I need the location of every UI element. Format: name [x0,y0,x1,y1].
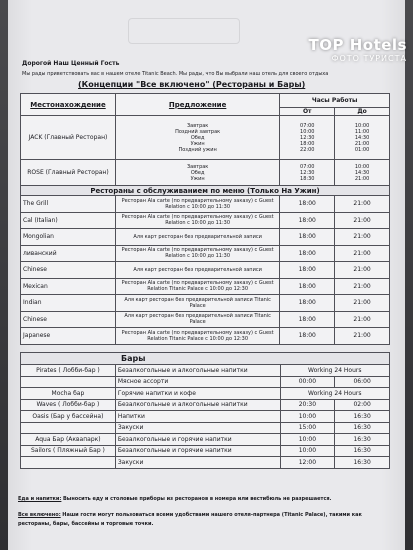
bar-name [21,422,116,434]
restaurant-name: Chinese [21,262,116,279]
food-rule-label: Еда и напитки: [18,496,62,502]
table-row [21,196,390,213]
restaurant-to: 21:00 [335,262,390,279]
restaurant-name: Cal (Italian) [21,212,116,229]
restaurant-to: 21:00 [335,229,390,246]
concept-title: (Концепции "Все включено" (Рестораны и Бары) [78,80,306,89]
restaurant-desc: Аля карт ресторан без предварительной записи Titanic Palace [115,295,279,312]
table-row [21,457,390,469]
alacarte-section-title: Рестораны с обслуживанием по меню (Только На Ужин) [21,186,390,196]
restaurant-from: 18:00 [280,212,335,229]
bar-offer: Мясное ассорти [115,376,280,388]
restaurant-desc: Аля карт ресторан без предварительной записи [115,229,279,246]
restaurant-from: 18:00 [280,229,335,246]
restaurant-name: Chinese [21,311,116,328]
table-row [21,278,390,295]
bar-offer: Безалкогольные и алкогольные напитки [115,399,280,411]
restaurant-name: Japanese [21,328,116,345]
bar-from: 15:00 [280,422,335,434]
restaurant-to: 21:00 [335,278,390,295]
restaurant-to: 21:00 [335,311,390,328]
restaurant-desc: Ресторан Ala carte (по предварительному заказу) с Guest Relation Titanic Palace с 10:00 до 12:30 [115,278,279,295]
table-row [21,295,390,312]
venue-meals: Завтрак Поздний завтрак Обед Ужин Поздний ужин [115,116,279,160]
col-to-header: До [335,108,390,116]
bar-name: Waves ( Лобби-бар ) [21,399,116,411]
bar-offer: Горячие напитки и кофе [115,388,280,400]
restaurant-from: 18:00 [280,245,335,262]
col-hours-header: Часы Работы [280,94,390,108]
venue-name: JACK (Главный Ресторан) [21,116,116,160]
bar-from: 00:00 [280,376,335,388]
restaurant-desc: Ресторан Ala carte (по предварительному заказу) с Guest Relation с 10:00 до 11:30 [115,245,279,262]
hotel-logo [128,18,240,44]
table-row [21,116,390,160]
bar-to: 16:30 [335,411,390,423]
bar-name: Pirates ( Лобби-бар ) [21,365,116,377]
venue-from: 07:00 10:00 12:30 18:00 22:00 [280,116,335,160]
all-inclusive-text-2: рестораны, бары, бассейны и торговые точки. [18,521,154,527]
bar-from: 10:00 [280,445,335,457]
table-row [21,212,390,229]
restaurant-to: 21:00 [335,212,390,229]
bar-offer: Закуски [115,457,280,469]
bar-offer: Безалкогольные и горячие напитки [115,445,280,457]
table-row [21,399,390,411]
bar-from: 10:00 [280,434,335,446]
restaurant-desc: Аля карт ресторан без предварительной записи Titanic Palace [115,311,279,328]
restaurant-from: 18:00 [280,311,335,328]
table-row [21,411,390,423]
table-row [21,422,390,434]
bar-name: Oasis (Бар у бассейна) [21,411,116,423]
intro-text: Мы рады приветствовать вас в нашем отеле Titanic Beach. Мы рады, что Вы выбрали наш отель для своего отдыха [22,71,329,77]
bar-offer: Безалкогольные и алкогольные напитки [115,365,280,377]
greeting: Дорогой Наш Ценный Гость [22,60,120,67]
bar-hours: Working 24 Hours [280,388,389,400]
col-location-header: Местонахождение [21,94,116,116]
restaurant-name: Mexican [21,278,116,295]
restaurant-name: Mongolian [21,229,116,246]
venue-meals: Завтрак Обед Ужин [115,160,279,186]
table-row [21,311,390,328]
bar-offer: Напитки [115,411,280,423]
bar-to: 16:30 [335,457,390,469]
bar-from: 20:30 [280,399,335,411]
bar-from: 12:00 [280,457,335,469]
bar-offer: Безалкогольные и горячие напитки [115,434,280,446]
restaurant-from: 18:00 [280,262,335,279]
bar-to: 02:00 [335,399,390,411]
food-rule [18,496,332,502]
table-row [21,434,390,446]
restaurant-from: 18:00 [280,278,335,295]
all-inclusive-note [18,512,362,518]
venue-to: 10:00 11:00 14:30 21:00 01:00 [335,116,390,160]
table-row [21,445,390,457]
table-row [21,376,390,388]
bar-from: 10:00 [280,411,335,423]
table-row [21,229,390,246]
bar-name [21,457,116,469]
restaurant-desc: Ресторан Ala carte (по предварительному заказу) с Guest Relation с 10:00 до 11:30 [115,196,279,213]
watermark [309,36,407,63]
restaurant-desc: Аля карт ресторан без предварительной записи [115,262,279,279]
venue-from: 07:00 12:30 18:30 [280,160,335,186]
bar-to: 16:30 [335,434,390,446]
all-inclusive-label: Все включено: [18,512,61,518]
table-row [21,365,390,377]
restaurant-name: The Grill [21,196,116,213]
restaurant-name: Indian [21,295,116,312]
restaurant-to: 21:00 [335,245,390,262]
main-schedule-table [20,93,390,345]
venue-name: ROSE (Главный Ресторан) [21,160,116,186]
venue-to: 10:00 14:30 21:00 [335,160,390,186]
restaurant-to: 21:00 [335,328,390,345]
table-row [21,262,390,279]
restaurant-desc: Ресторан Ala carte (по предварительному заказу) с Guest Relation с 10:00 до 11:30 [115,212,279,229]
restaurant-from: 18:00 [280,295,335,312]
restaurant-from: 18:00 [280,328,335,345]
table-row [21,388,390,400]
col-offer-header: Предложение [115,94,279,116]
bar-name [21,376,116,388]
food-rule-text: Выносить еду и столовые приборы из ресторанов в номера или вестибюль не разрешается. [63,496,332,502]
table-row [21,245,390,262]
watermark-line1: TOP Hotels [308,36,407,54]
restaurant-desc: Ресторан Ala carte (по предварительному заказу) с Guest Relation Titanic Palace с 10:00 до 12:30 [115,328,279,345]
bar-to: 06:00 [335,376,390,388]
bar-to: 16:30 [335,422,390,434]
table-row [21,328,390,345]
bar-to: 16:30 [335,445,390,457]
restaurant-name: ливанский [21,245,116,262]
table-row [21,160,390,186]
bars-section-title: Бары [21,353,390,365]
bar-offer: Закуски [115,422,280,434]
bar-name: Mocha бар [21,388,116,400]
restaurant-to: 21:00 [335,295,390,312]
col-from-header: От [280,108,335,116]
bar-hours: Working 24 Hours [280,365,389,377]
bar-name: Aqua Бар (Аквапарк) [21,434,116,446]
restaurant-from: 18:00 [280,196,335,213]
bar-name: Sailors ( Пляжный Бар ) [21,445,116,457]
bars-table [20,352,390,469]
watermark-line2: ФОТО ТУРИСТА [331,54,407,63]
restaurant-to: 21:00 [335,196,390,213]
all-inclusive-text: Наши гости могут пользоваться всеми удобствами нашего отеля-партнера (Titanic Palace), такими как [62,512,362,518]
